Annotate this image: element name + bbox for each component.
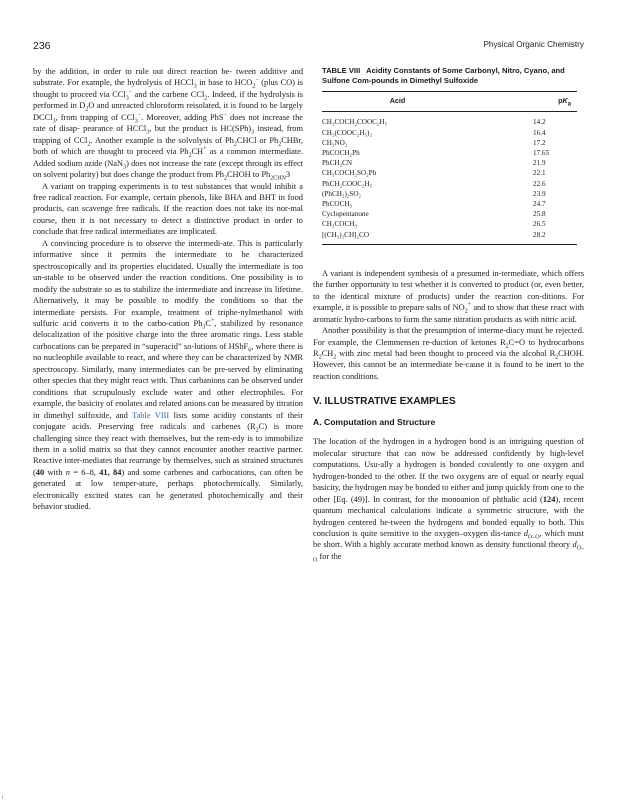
pka-cell: 21.9 [533, 159, 546, 168]
paragraph-hydrogen-bond: The location of the hydrogen in a hydrogen bond is an intriguing question of molecular structure that can now be addressed confidently by high-level computations. Usu-ally a hydrogen is bonded covalently to one oxygen and hydrogen-bonded to the other. If the two oxygens are of equal or nearly equal basicity, the hydrogen may be bonded to either and jump quickly from one to the other [Eq. (49)]. In contrast, for the monoanion of phthalic acid (124), recent quantum mechanical calculations indicate a symmetric structure, with the hydrogen centered be-tween the hydrogens and bonded equally to both. This conclusion is quite sensitive to the oxygen–oxygen dis-tance $d_{O-O}$, which must be short. With a highly accurate method known as density functional theory $d_{O-O}$ for the [313, 437, 585, 564]
page-number: 236 [33, 40, 51, 52]
acidity-table-block [322, 66, 577, 245]
table-caption [322, 66, 577, 85]
table-row [322, 230, 577, 245]
acid-cell: CH₂(COOC₂H₅)₂ [322, 128, 372, 137]
acid-cell: PhCH₂CN [322, 159, 353, 168]
table-row [322, 158, 577, 168]
pka-cell: 16.4 [533, 128, 546, 137]
table-row [322, 112, 577, 128]
acid-cell: Cyclopentanone [322, 210, 369, 219]
subsection-heading: A. Computation and Structure [313, 417, 436, 428]
table-row [322, 189, 577, 199]
section-heading: V. ILLUSTRATIVE EXAMPLES [313, 396, 456, 408]
table-row [322, 128, 577, 138]
column-header-pka: $pK_a$ [533, 92, 577, 112]
pka-cell: 26.5 [533, 220, 546, 229]
table-caption-text: Acidity Constants of Some Carbonyl, Nitro, Cyano, and Sulfone Com-pounds in Dimethyl Sulfoxide [322, 66, 565, 85]
right-column [313, 66, 584, 562]
column-header-acid: Acid [322, 92, 533, 112]
paragraph-independent-synthesis: A variant is independent synthesis of a presumed in-termediate, which offers the further opportunity to test whether it is converted to product (or, even better, to the identical mixture of products) under the reaction con-ditions. For example, it is possible to prepare salts of $NO_2^+$ and to show that these react with aromatic hydro-carbons to form the same nitration products as with nitric acid. [313, 268, 584, 324]
acid-cell: [(CH₃)₂CH]₂CO [322, 230, 533, 245]
pka-cell: 28.2 [533, 230, 577, 245]
table-row [322, 219, 577, 229]
margin-mark [2, 795, 3, 799]
acid-cell: PhCH₂COOC₂H₅ [322, 179, 373, 188]
acid-cell: CH₃NO₂ [322, 138, 348, 147]
paragraph-inhibitors: A variant on trapping experiments is to test substances that would inhibit a free radical reaction. For example, certain phenols, like BHA and BHT in food products, can scavenge free radicals. If the reaction does not take its nor-mal course, then it is not necessary to detect a distinctive product in order to conclude that free radical intermediates are implicated. [33, 181, 303, 237]
acid-cell: CH₃COCH₂COOC₂H₅ [322, 118, 388, 127]
running-title: Physical Organic Chemistry [483, 40, 584, 49]
table-row [322, 138, 577, 148]
acid-cell: CH₃COCH₂SO₂Ph [322, 169, 377, 178]
pka-cell: 23.9 [533, 189, 546, 198]
acid-cell: PhCOCH₃ [322, 200, 353, 209]
acid-cell: (PhCH₂)₂SO₂ [322, 189, 362, 198]
pka-cell: 17.65 [533, 149, 550, 157]
paragraph-observe-intermediate: A convincing procedure is to observe the intermedi-ate. This is particularly informative since it permits the intermediate to be characterized spectroscopically and its properties elucidated. Usually the intermediate is too un-stable to be observed under the reaction conditions. One possibility is to modify the substrate so as to stabilize the intermediate and increase its lifetime. Alternatively, it may be possible to modify the conditions so that the intermediate persists. For example, treatment of triphe-nylmethanol with sulfuric acid converts it to the carbo-cation $Ph_3C^+$, stabilized by resonance delocalization of the positive charge into the three aromatic rings. Less stable carbocations can be prepared in “superacid” so-lutions of HSbF$_6$, where there is no nucleophile available to react, and where they can be characterized by NMR spectroscopy. Similarly, many intermediates can be pre-served by eliminating other species that they might react with. Thus carbanions can be observed under conditions that scrupulously exclude water and other electrophiles. For example, the basicity of enolates and related anions can be measured by titration in dimethyl sulfoxide, and Table VIII lists some acidity constants of their conjugate acids. Preserving free radicals and carbenes $(R_2C)$ is more challenging since they react with themselves, but the rem-edy is to immobilize them in a solid matrix so that they cannot encounter another reactive partner. Reactive inter-mediates that rearrange by themselves, such as strained structures (40 with n = 6–8, 41, 84) and some carbenes and carbocations, can often be generated at low temper-ature, perhaps photochemically. Similarly, electronically excited states can be generated photochemically and their behavior studied. [33, 238, 304, 512]
pka-cell: 22.1 [533, 169, 546, 178]
pka-cell: 14.2 [533, 118, 546, 127]
paragraph-trapping: by the addition, in order to rule out direct reaction be- tween additive and substrate. For example, the hydrolysis of HCCl$_3$ in base to $HCO_2^-$ (plus CO) is thought to proceed via CCl$_3$− and the carbene CCl$_2$. Indeed, if the hydrolysis is performed in $D_2O$ and unreacted chloroform reisolated, it is found to be largely DCCl$_3$, from trapping of CCl$_3$−. Moreover, adding PhS− does not increase the rate of disap- pearance of HCCl$_3$, but the product is $HC(SPh)_3$ instead, from trapping of CCl$_2$. Another example is the solvolysis of $Ph_2CHCl$ or $Ph_2CHBr$, both of which are thought to proceed via $Ph_2CH^+$ as a common intermediate. Added sodium azide (NaN$_3$) does not increase the rate (except through its effect on solvent polarity) but does change the product from $Ph_2CHOH$ to $Ph_{2CHN}3$ [33, 67, 304, 182]
table-row [322, 168, 577, 178]
pka-cell: 22.6 [533, 179, 546, 188]
table-row [322, 209, 577, 219]
pka-cell: 17.2 [533, 138, 546, 147]
page-header [33, 40, 584, 54]
acid-cell: PhCOCH₂Ph [322, 149, 360, 157]
acid-cell: CH₃COCH₃ [322, 220, 357, 229]
left-column [33, 66, 303, 513]
acidity-table [322, 91, 577, 245]
table-row [322, 179, 577, 189]
table-label: TABLE VIII [322, 66, 361, 75]
table-row [322, 148, 577, 158]
pka-cell: 24.7 [533, 200, 546, 209]
pka-cell: 25.8 [533, 210, 546, 219]
table-viii-link[interactable]: Table VIII [132, 410, 170, 420]
paragraph-rejected-intermediacy: Another possibility is that the presumption of interme-diacy must be rejected. For example, the Clemmensen re-duction of ketones $R_2C=O$ to hydrocarbons $R_2CH_2$ with zinc metal had been thought to proceed via the alcohol $R_2CHOH$. However, this cannot be an intermediate be-cause it is found to be inert to the reaction conditions. [313, 326, 584, 381]
table-row [322, 199, 577, 209]
